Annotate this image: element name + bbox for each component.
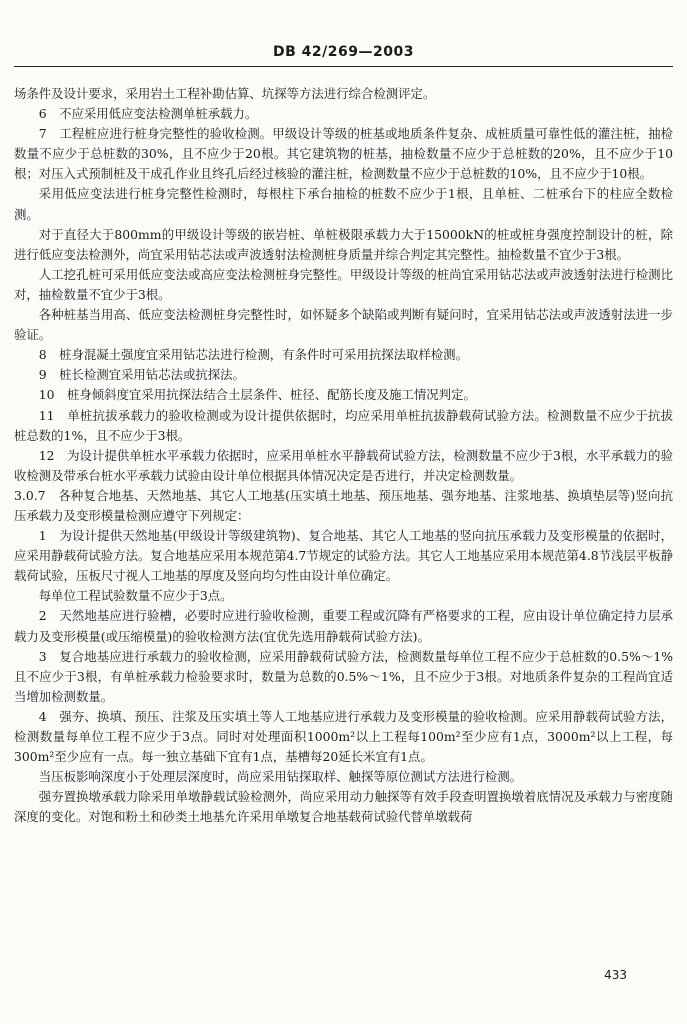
paragraph: 10 桩身倾斜度宜采用抗探法结合土层条件、桩径、配筋长度及施工情况判定。 [38,387,476,403]
page-header: DB 42/269—2003 [273,44,414,60]
paragraph: 6 不应采用低应变法检测单桩承载力。 [38,106,258,122]
body-text [14,84,673,827]
paragraph: 12 为设计提供单桩水平承载力依据时，应采用单桩水平静载荷试验方法，检测数量不应少于3根，水平承载力的验收检测及带承台桩水平承载力试验由设计单位根据具体情况决定是否进行，并决定检测数量。 [14,447,673,483]
paragraph: 当压板影响深度小于处理层深度时，尚应采用钻探取样、触探等原位测试方法进行检测。 [38,769,523,785]
paragraph: 对于直径大于800mm的甲级设计等级的嵌岩桩、单桩极限承载力大于15000kN的桩或桩身强度控制设计的桩，除进行低应变法检测外，尚宜采用钻芯法或声波透射法检测桩身质量并综合判定其完整性。抽检数量不宜少于3根。 [14,226,673,262]
paragraph: 2 天然地基应进行验槽，必要时应进行验收检测，重要工程或沉降有严格要求的工程，应由设计单位确定持力层承载力及变形模量(或压缩模量)的验收检测方法(宜优先选用静载荷试验方法)。 [14,608,673,644]
paragraph: 11 单桩抗拔承载力的验收检测或为设计提供依据时，均应采用单桩抗拔静载荷试验方法。检测数量不应少于抗拔桩总数的1%，且不应少于3根。 [14,407,673,443]
paragraph: 强夯置换墩承载力除采用单墩静载试验检测外，尚应采用动力触探等有效手段查明置换墩着底情况及承载力与密度随深度的变化。对饱和粉土和砂类土地基允许采用单墩复合地基载荷试验代替单墩载荷 [14,789,673,825]
paragraph: 场条件及设计要求，采用岩土工程补勘估算、坑探等方法进行综合检测评定。 [14,86,436,101]
paragraph: 采用低应变法进行桩身完整性检测时，每根柱下承台抽检的桩数不应少于1根，且单桩、二桩承台下的柱应全数检测。 [14,186,673,222]
clause-heading: 3.0.7 各种复合地基、天然地基、其它人工地基(压实填土地基、预压地基、强夯地基、注浆地基、换填垫层等)竖向抗压承载力及变形模量检测应遵守下列规定： [14,487,673,523]
paragraph: 9 桩长检测宜采用钻芯法或抗探法。 [38,367,245,383]
paragraph: 8 桩身混凝土强度宜采用钻芯法进行检测，有条件时可采用抗探法取样检测。 [38,347,468,363]
header-rule [14,66,673,67]
paragraph: 7 工程桩应进行桩身完整性的验收检测。甲级设计等级的桩基或地质条件复杂、成桩质量可靠性低的灌注桩，抽检数量不应少于总桩数的30%，且不应少于20根。其它建筑物的桩基，抽检数量不应少于总桩数的20%，且不应少于10根；对压入式预制桩及干成孔作业且终孔后经过核验的灌注桩，检测数量不应少于总桩数的10%，且不应少于10根。 [14,126,673,182]
paragraph: 各种桩基当用高、低应变法检测桩身完整性时，如怀疑多个缺陷或判断有疑问时，宜采用钻芯法或声波透射法进一步验证。 [14,307,673,343]
paragraph: 每单位工程试验数量不应少于3点。 [38,588,233,604]
paragraph: 3 复合地基应进行承载力的验收检测，应采用静载荷试验方法，检测数量每单位工程不应少于总桩数的0.5%～1%且不应少于3根，有单桩承载力检验要求时，数量为总数的0.5%～1%，且不应少于3根。对地质条件复杂的工程尚宜适当增加检测数量。 [14,648,673,704]
paragraph: 1 为设计提供天然地基(甲级设计等级建筑物)、复合地基、其它人工地基的竖向抗压承载力及变形模量的依据时，应采用静载荷试验方法。复合地基应采用本规范第4.7节规定的试验方法。其它人工地基应采用本规范第4.8节浅层平板静载荷试验，压板尺寸视人工地基的厚度及竖向均匀性由设计单位确定。 [14,528,673,584]
page-number: 433 [604,968,627,982]
paragraph: 人工挖孔桩可采用低应变法或高应变法检测桩身完整性。甲级设计等级的桩尚宜采用钻芯法或声波透射法进行检测比对，抽检数量不宜少于3根。 [14,266,673,302]
paragraph: 4 强夯、换填、预压、注浆及压实填土等人工地基应进行承载力及变形模量的验收检测。应采用静载荷试验方法，检测数量每单位工程不应少于3点。同时对处理面积1000m²以上工程每100m²至少应有1点，3000m²以上工程，每300m²至少应有一点。每一独立基础下宜有1点，基槽每20延长米宜有1点。 [14,708,673,765]
